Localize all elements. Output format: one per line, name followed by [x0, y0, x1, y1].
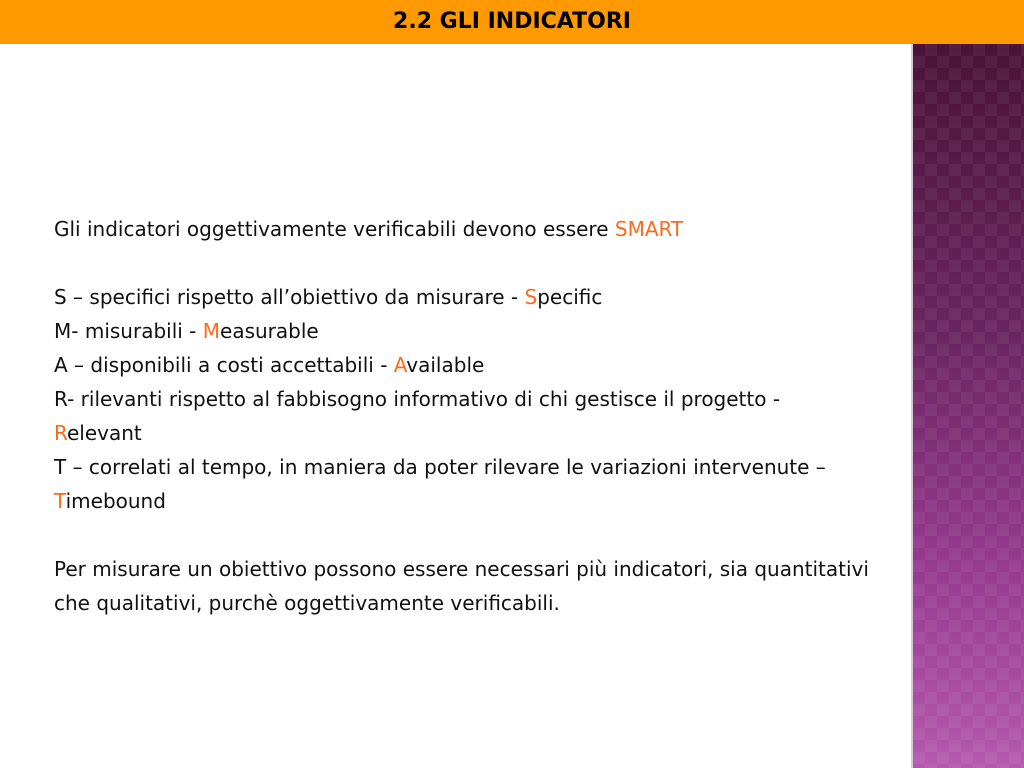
slide-body — [54, 212, 874, 620]
criterion-rest: easurable — [220, 319, 319, 343]
criterion-text: R- rilevanti rispetto al fabbisogno informativo di chi gestisce il progetto - — [54, 387, 781, 411]
criterion-text: T – correlati al tempo, in maniera da poter rilevare le variazioni intervenute – — [54, 455, 826, 479]
criterion-relevant — [54, 382, 874, 450]
smart-highlight: SMART — [614, 217, 684, 241]
intro-text: Gli indicatori oggettivamente verificabili devono essere — [54, 217, 615, 241]
slide-title: 2.2 GLI INDICATORI — [393, 9, 631, 34]
criterion-measurable — [54, 314, 874, 348]
criterion-specific — [54, 280, 874, 314]
criterion-rest: vailable — [406, 353, 485, 377]
criterion-letter: M — [202, 319, 221, 343]
criterion-letter: S — [524, 285, 538, 309]
criterion-text: S – specifici rispetto all’obiettivo da misurare - — [54, 285, 525, 309]
criterion-text: M- misurabili - — [54, 319, 203, 343]
criterion-available — [54, 348, 874, 382]
criterion-letter: A — [393, 353, 407, 377]
criterion-rest: elevant — [67, 421, 142, 445]
spacer — [54, 518, 874, 552]
criterion-rest: pecific — [537, 285, 603, 309]
intro-paragraph — [54, 212, 874, 246]
spacer — [54, 246, 874, 280]
criterion-letter: T — [54, 489, 66, 513]
decorative-side-band — [913, 44, 1024, 768]
criterion-timebound — [54, 450, 874, 518]
criterion-rest: imebound — [65, 489, 166, 513]
closing-paragraph: Per misurare un obiettivo possono essere necessari più indicatori, sia quantitativi che qualitativi, purchè oggettivamente verificabili. — [54, 557, 869, 615]
criterion-letter: R — [54, 421, 67, 445]
criterion-text: A – disponibili a costi accettabili - — [54, 353, 394, 377]
